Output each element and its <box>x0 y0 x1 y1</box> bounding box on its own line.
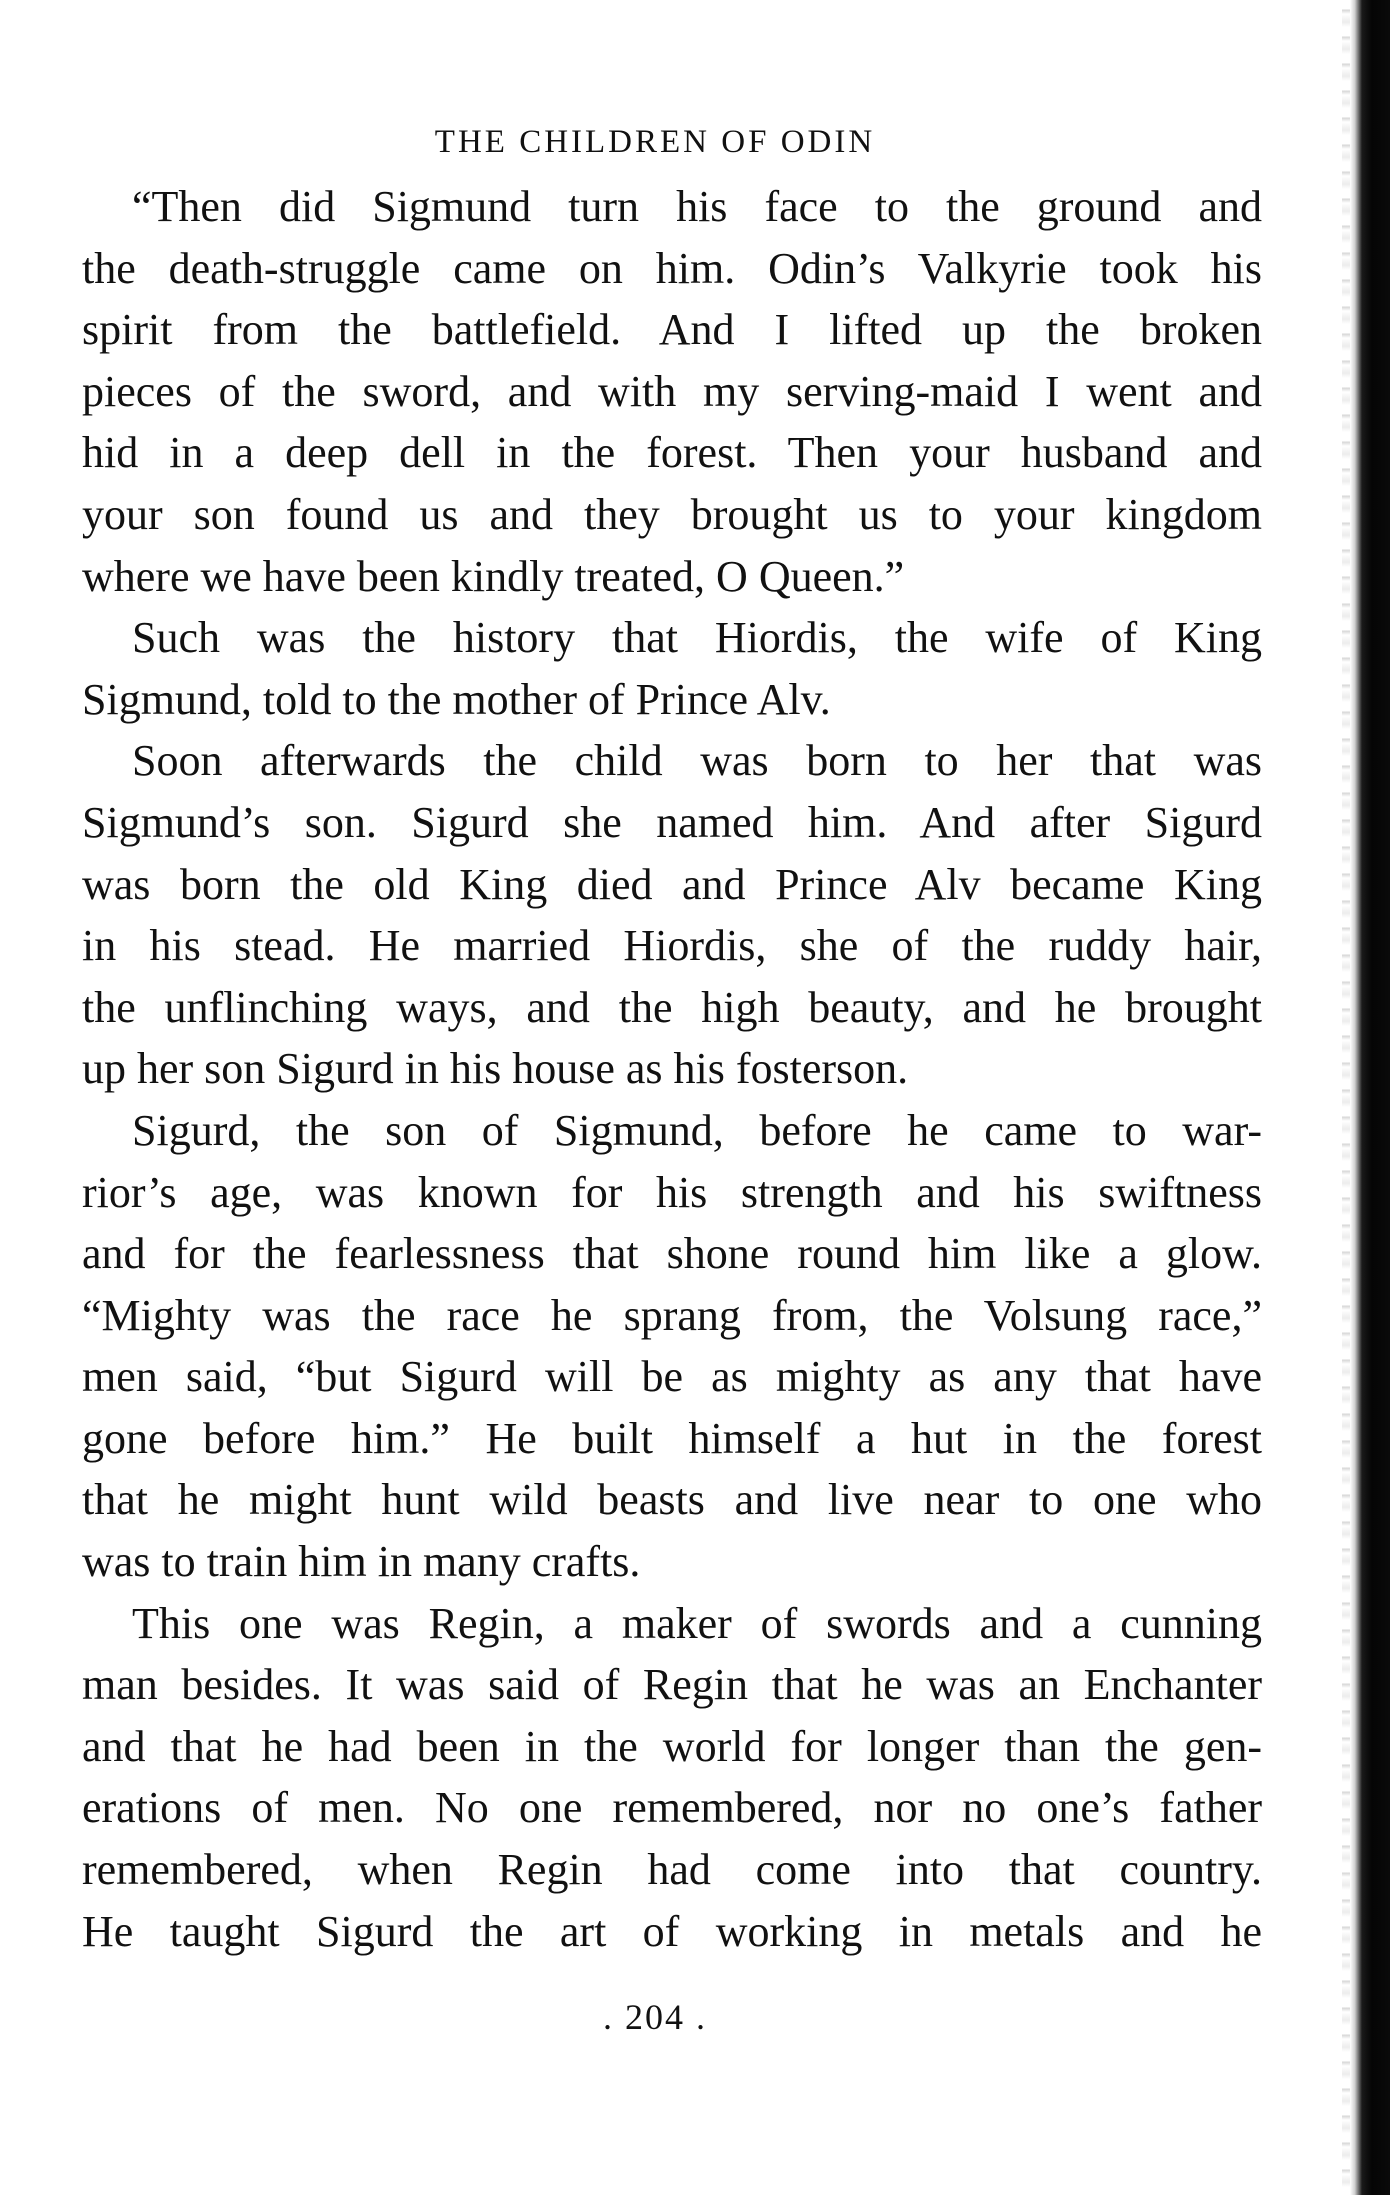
text-line: “Mighty was the race he sprang from, the Volsung race,” <box>82 1290 1262 1340</box>
text-line: that he might hunt wild beasts and live near to one who <box>82 1475 1262 1525</box>
text-line: remembered, when Regin had come into that country. <box>82 1845 1262 1895</box>
text-line: man besides. It was said of Regin that he was an Enchanter <box>82 1660 1262 1710</box>
text-line: “Then did Sigmund turn his face to the ground and <box>132 182 1262 231</box>
text-line: the death-struggle came on him. Odin’s Valkyrie took his <box>82 243 1262 293</box>
text-line: the unflinching ways, and the high beauty, and he brought <box>82 982 1262 1032</box>
text-line: hid in a deep dell in the forest. Then your husband and <box>82 428 1262 478</box>
running-head: THE CHILDREN OF ODIN <box>434 124 876 160</box>
text-line: men said, “but Sigurd will be as mighty as any that have <box>82 1352 1262 1402</box>
text-line: He taught Sigurd the art of working in metals and he <box>82 1906 1262 1956</box>
text-line: Sigmund’s son. Sigurd she named him. And after Sigurd <box>82 797 1262 847</box>
page-number: . 204 . <box>603 1997 707 2037</box>
text-line: and for the fearlessness that shone round him like a glow. <box>82 1229 1262 1279</box>
text-line: spirit from the battlefield. And I lifted up the broken <box>82 305 1262 355</box>
text-line: Sigurd, the son of Sigmund, before he came to war- <box>132 1105 1262 1155</box>
text-line: your son found us and they brought us to your kingdom <box>82 489 1262 539</box>
body-text <box>82 176 1262 1962</box>
text-line: rior’s age, was known for his strength and his swiftness <box>82 1167 1262 1217</box>
text-line: was born the old King died and Prince Alv became King <box>82 859 1262 909</box>
text-line: erations of men. No one remembered, nor no one’s father <box>82 1783 1262 1833</box>
text-line: pieces of the sword, and with my serving-maid I went and <box>82 366 1262 416</box>
text-line: This one was Regin, a maker of swords and a cunning <box>132 1598 1262 1648</box>
text-line: Soon afterwards the child was born to her that was <box>132 736 1262 786</box>
text-line: gone before him.” He built himself a hut in the forest <box>82 1413 1262 1463</box>
text-line: and that he had been in the world for longer than the gen- <box>82 1721 1262 1771</box>
page-edge-shadow <box>1342 0 1350 2195</box>
book-spine-edge <box>1350 0 1390 2195</box>
text-line: up her son Sigurd in his house as his fosterson. <box>82 1044 909 1094</box>
text-line: Sigmund, told to the mother of Prince Alv. <box>82 674 831 724</box>
text-line: in his stead. He married Hiordis, she of the ruddy hair, <box>82 921 1262 971</box>
text-line: where we have been kindly treated, O Queen.” <box>82 551 905 601</box>
text-line: Such was the history that Hiordis, the wife of King <box>132 613 1262 663</box>
text-line: was to train him in many crafts. <box>82 1537 641 1587</box>
